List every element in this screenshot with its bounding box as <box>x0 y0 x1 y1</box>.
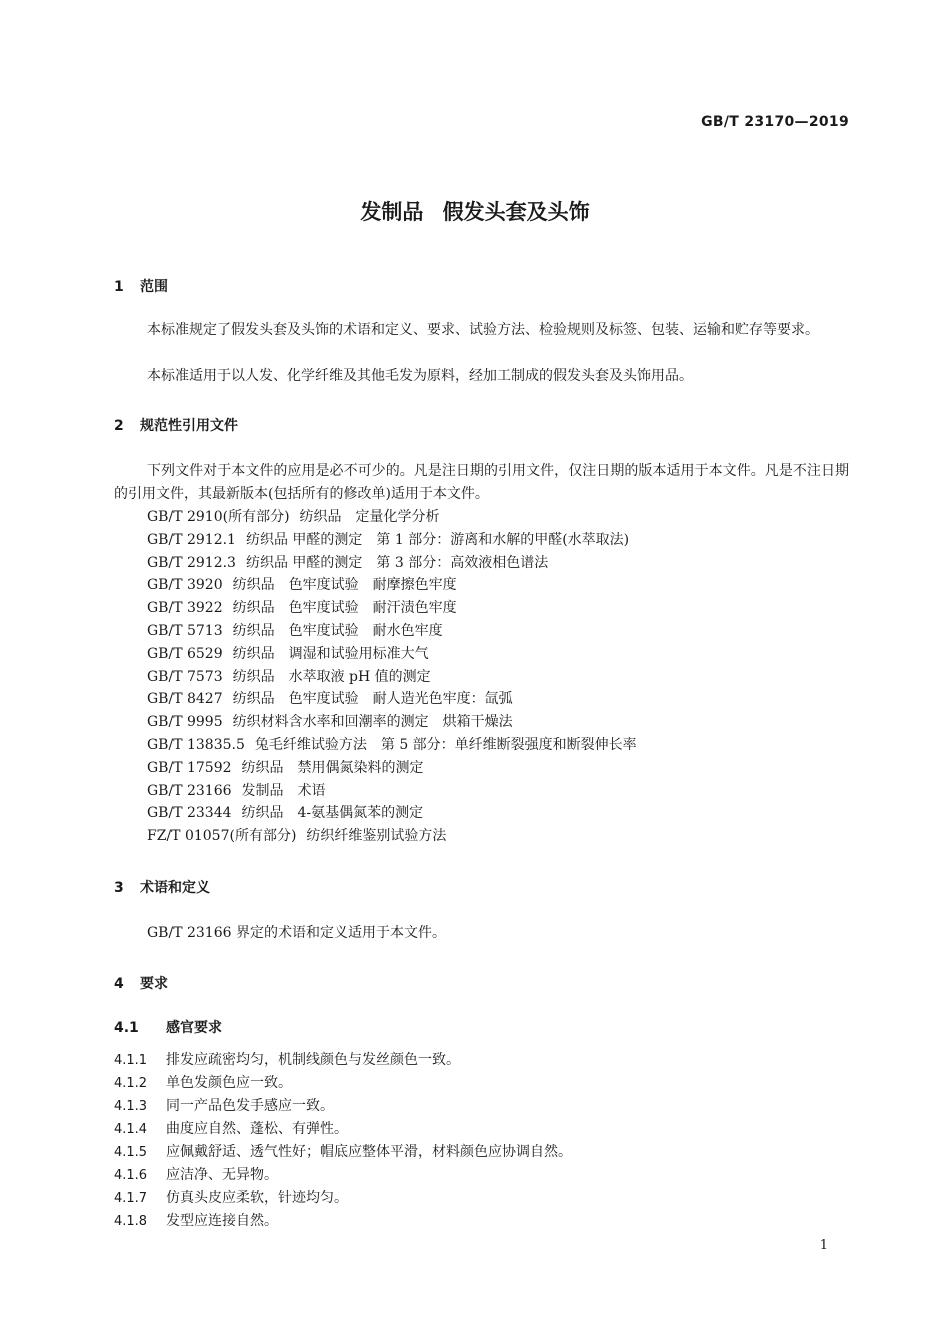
requirement-item <box>114 1187 572 1210</box>
reference-item <box>147 552 637 575</box>
reference-item <box>147 780 637 803</box>
reference-code: GB/T 3920 <box>147 577 223 594</box>
reference-title: 纺织品 色牢度试验 耐人造光色牢度：氙弧 <box>232 691 513 708</box>
requirement-item <box>114 1049 572 1072</box>
requirement-text: 曲度应自然、蓬松、有弹性。 <box>166 1121 348 1137</box>
reference-code: GB/T 6529 <box>147 645 223 662</box>
reference-item <box>147 574 637 597</box>
reference-code: GB/T 8427 <box>147 691 223 708</box>
reference-title: 纺织品 水萃取液 pH 值的测定 <box>232 668 431 685</box>
section-number: 4 <box>114 976 124 992</box>
reference-title: 纺织品 色牢度试验 耐水色牢度 <box>232 622 443 639</box>
requirement-text: 应洁净、无异物。 <box>166 1167 278 1183</box>
reference-title: 纺织品 定量化学分析 <box>299 509 440 525</box>
reference-title: 纺织品 色牢度试验 耐摩擦色牢度 <box>232 577 457 594</box>
requirement-item <box>114 1210 572 1233</box>
refs-intro-paragraph: 下列文件对于本文件的应用是必不可少的。凡是注日期的引用文件，仅注日期的版本适用于本文件。凡是不注日期的引用文件，其最新版本(包括所有的修改单)适用于本文件。 <box>114 463 849 502</box>
section-number: 1 <box>114 279 124 295</box>
requirement-number: 4.1.1 <box>114 1053 148 1068</box>
reference-item <box>147 757 637 780</box>
reference-title: 纺织品 甲醛的测定 第 3 部分：高效液相色谱法 <box>245 554 549 571</box>
requirement-item <box>114 1072 572 1095</box>
reference-item <box>147 711 637 734</box>
section-2-heading <box>114 415 238 435</box>
reference-item <box>147 529 637 552</box>
reference-item <box>147 666 637 689</box>
reference-title: 纺织品 甲醛的测定 第 1 部分：游离和水解的甲醛(水萃取法) <box>245 531 630 548</box>
subsection-4-1-heading <box>114 1017 222 1037</box>
requirement-text: 排发应疏密均匀，机制线颜色与发丝颜色一致。 <box>166 1052 460 1068</box>
reference-title: 纺织品 4-氨基偶氮苯的测定 <box>241 805 424 822</box>
reference-title: 纺织品 禁用偶氮染料的测定 <box>241 759 424 776</box>
subsection-number: 4.1 <box>114 1020 139 1036</box>
requirement-number: 4.1.3 <box>114 1099 148 1114</box>
reference-title: 发制品 术语 <box>241 782 326 799</box>
section-title: 范围 <box>140 279 168 295</box>
scope-paragraph-2: 本标准适用于以人发、化学纤维及其他毛发为原料，经加工制成的假发头套及头饰用品。 <box>147 368 693 384</box>
reference-code: GB/T 5713 <box>147 622 223 639</box>
requirement-number: 4.1.8 <box>114 1214 148 1229</box>
reference-title: 纺织品 调湿和试验用标准大气 <box>232 645 429 662</box>
reference-list <box>147 506 637 848</box>
reference-title: 纺织材料含水率和回潮率的测定 烘箱干燥法 <box>232 714 513 731</box>
reference-code: GB/T 9995 <box>147 714 223 731</box>
requirement-number: 4.1.7 <box>114 1191 148 1206</box>
reference-code: GB/T 13835.5 <box>147 736 245 753</box>
reference-title: 兔毛纤维试验方法 第 5 部分：单纤维断裂强度和断裂伸长率 <box>254 736 637 753</box>
reference-item <box>147 802 637 825</box>
requirement-item <box>114 1118 572 1141</box>
section-3-heading <box>114 877 210 897</box>
requirement-text: 发型应连接自然。 <box>166 1213 278 1229</box>
reference-item <box>147 825 637 848</box>
requirements-list <box>114 1049 572 1233</box>
requirement-item <box>114 1141 572 1164</box>
document-title: 发制品 假发头套及头饰 <box>360 200 590 224</box>
requirement-number: 4.1.2 <box>114 1076 148 1091</box>
requirement-text: 同一产品色发手感应一致。 <box>166 1098 334 1114</box>
reference-title: 纺织品 色牢度试验 耐汗渍色牢度 <box>232 600 457 617</box>
reference-code: GB/T 2912.1 <box>147 531 236 548</box>
reference-item <box>147 688 637 711</box>
reference-code: GB/T 7573 <box>147 668 223 685</box>
reference-code: GB/T 23166 <box>147 782 232 799</box>
reference-code: GB/T 2912.3 <box>147 554 236 571</box>
reference-code: GB/T 3922 <box>147 600 223 617</box>
section-1-heading <box>114 276 168 296</box>
reference-code: FZ/T 01057(所有部分) <box>147 828 297 845</box>
section-number: 2 <box>114 418 124 434</box>
section-title: 术语和定义 <box>140 880 210 896</box>
scope-paragraph-1: 本标准规定了假发头套及头饰的术语和定义、要求、试验方法、检验规则及标签、包装、运输和贮存等要求。 <box>147 322 819 338</box>
section-number: 3 <box>114 880 124 896</box>
requirement-item <box>114 1095 572 1118</box>
reference-title: 纺织纤维鉴别试验方法 <box>306 828 447 845</box>
subsection-title: 感官要求 <box>166 1020 222 1036</box>
requirement-number: 4.1.4 <box>114 1122 148 1137</box>
section-title: 要求 <box>140 976 168 992</box>
requirement-item <box>114 1164 572 1187</box>
terms-paragraph: GB/T 23166 界定的术语和定义适用于本文件。 <box>147 925 446 941</box>
section-4-heading <box>114 973 168 993</box>
requirement-number: 4.1.6 <box>114 1168 148 1183</box>
requirement-text: 仿真头皮应柔软，针迹均匀。 <box>166 1190 348 1206</box>
requirement-text: 单色发颜色应一致。 <box>166 1075 292 1091</box>
reference-item <box>147 597 637 620</box>
reference-item <box>147 620 637 643</box>
requirement-text: 应佩戴舒适、透气性好；帽底应整体平滑，材料颜色应协调自然。 <box>166 1144 572 1160</box>
requirement-number: 4.1.5 <box>114 1145 148 1160</box>
page-number: 1 <box>819 1238 828 1253</box>
reference-code: GB/T 2910(所有部分) <box>147 509 290 525</box>
reference-item <box>147 643 637 666</box>
reference-code: GB/T 17592 <box>147 759 232 776</box>
reference-code: GB/T 23344 <box>147 805 232 822</box>
reference-item <box>147 506 637 529</box>
standard-code: GB/T 23170—2019 <box>701 114 849 130</box>
reference-item <box>147 734 637 757</box>
section-title: 规范性引用文件 <box>140 418 238 434</box>
